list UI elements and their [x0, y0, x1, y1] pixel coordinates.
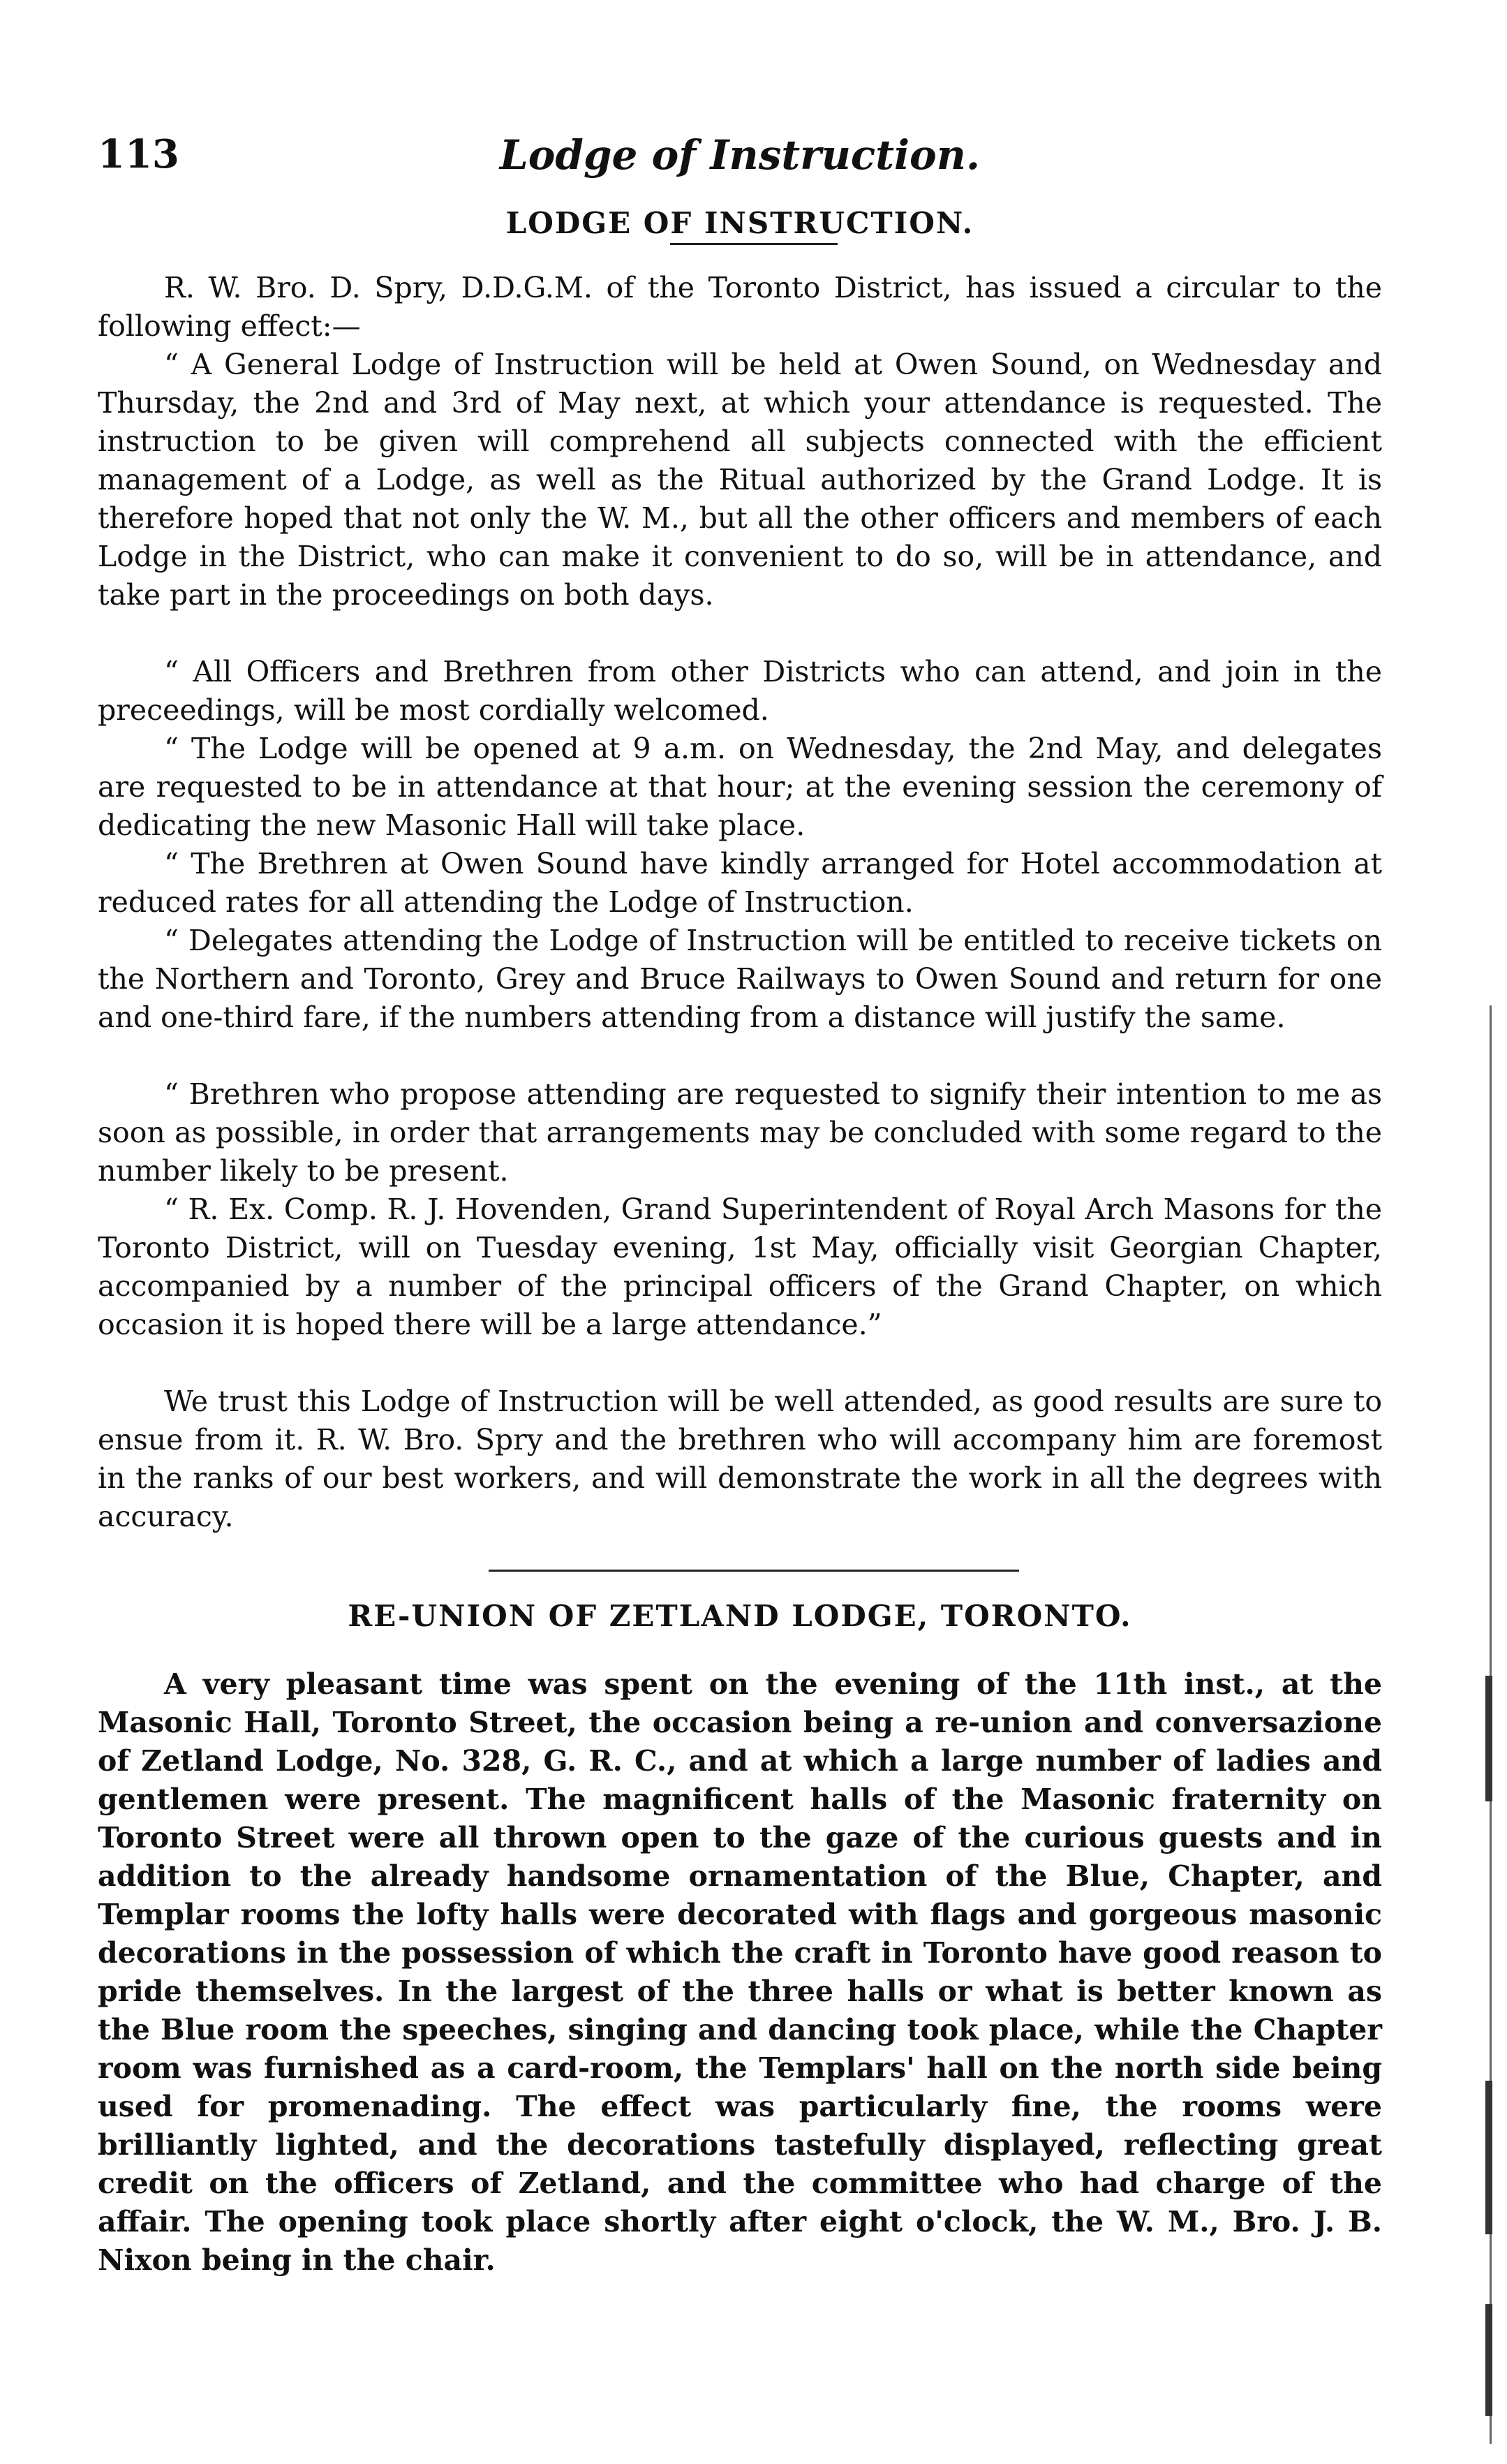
section-divider: [489, 1570, 1019, 1572]
paragraph-hotel: “ The Brethren at Owen Sound have kindly arranged for Hotel accommodation at reduced rates for all attending the Lodge of Instruction.: [98, 847, 1382, 919]
page-edge-mark: [1485, 2081, 1492, 2234]
page-edge-mark: [1485, 1676, 1492, 1801]
article-title-zetland-reunion: RE-UNION OF ZETLAND LODGE, TORONTO.: [348, 1599, 1132, 1633]
paragraph-tickets: “ Delegates attending the Lodge of Instruction will be entitled to receive tickets on the Northern and Toronto, Grey and Bruce Railways to Owen Sound and return for one and one-third fare, if the numbers attending from a distance will justify the same.: [98, 924, 1382, 1034]
article-title-lodge-of-instruction: LODGE OF INSTRUCTION.: [505, 206, 974, 240]
running-title: Lodge of Instruction.: [499, 131, 981, 179]
page-edge-mark: [1485, 2304, 1492, 2416]
paragraph-royal-arch: “ R. Ex. Comp. R. J. Hovenden, Grand Superintendent of Royal Arch Masons for the Toronto District, will on Tuesday evening, 1st May, officially visit Georgian Chapter, accompanied by a number of the principal officers of the Grand Chapter, on which occasion it is hoped there will be a large attendance.”: [98, 1193, 1382, 1341]
paragraph-opening-time: “ The Lodge will be opened at 9 a.m. on Wednesday, the 2nd May, and delegates are requested to be in attendance at that hour; at the evening session the ceremony of dedicating the new Masonic Hall will take place.: [98, 732, 1382, 842]
paragraph-intro: R. W. Bro. D. Spry, D.D.G.M. of the Toronto District, has issued a circular to the following effect:—: [98, 271, 1382, 343]
paragraph-circular-main: “ A General Lodge of Instruction will be held at Owen Sound, on Wednesday and Thursday, the 2nd and 3rd of May next, at which your attendance is requested. The instruction to be given will comprehend all subjects connected with the efficient management of a Lodge, as well as the Ritual authorized by the Grand Lodge. It is therefore hoped that not only the W. M., but all the other officers and members of each Lodge in the District, who can make it convenient to do so, will be in attendance, and take part in the proceedings on both days.: [98, 348, 1382, 612]
paragraph-other-districts: “ All Officers and Brethren from other Districts who can attend, and join in the preceedings, will be most cordially welcomed.: [98, 655, 1382, 727]
page-number: 113: [98, 131, 179, 177]
paragraph-zetland: A very pleasant time was spent on the evening of the 11th inst., at the Masonic Hall, Toronto Street, the occasion being a re-union and conversazione of Zetland Lodge, No. 328, G. R. C., and at which a large number of ladies and gentlemen were present. The magnificent halls of the Masonic fraternity on Toronto Street were all thrown open to the gaze of the curious guests and in addition to the already handsome ornamentation of the Blue, Chapter, and Templar rooms the lofty halls were decorated with flags and gorgeous masonic decorations in the possession of which the craft in Toronto have good reason to pride themselves. In the largest of the three halls or what is better known as the Blue room the speeches, singing and dancing took place, while the Chapter room was furnished as a card-room, the Templars' hall on the north side being used for promenading. The effect was particularly fine, the rooms were brilliantly lighted, and the decorations tastefully displayed, reflecting great credit on the officers of Zetland, and the committee who had charge of the affair. The opening took place shortly after eight o'clock, the W. M., Bro. J. B. Nixon being in the chair.: [98, 1667, 1382, 2277]
title-rule: [670, 243, 838, 245]
paragraph-intention: “ Brethren who propose attending are requested to signify their intention to me as soon as possible, in order that arrangements may be concluded with some regard to the number likely to be present.: [98, 1077, 1382, 1188]
running-head: [98, 131, 1382, 187]
paragraph-conclusion: We trust this Lodge of Instruction will be well attended, as good results are sure to ensue from it. R. W. Bro. Spry and the brethren who will accompany him are foremost in the ranks of our best workers, and will demonstrate the work in all the degrees with accuracy.: [98, 1385, 1382, 1533]
